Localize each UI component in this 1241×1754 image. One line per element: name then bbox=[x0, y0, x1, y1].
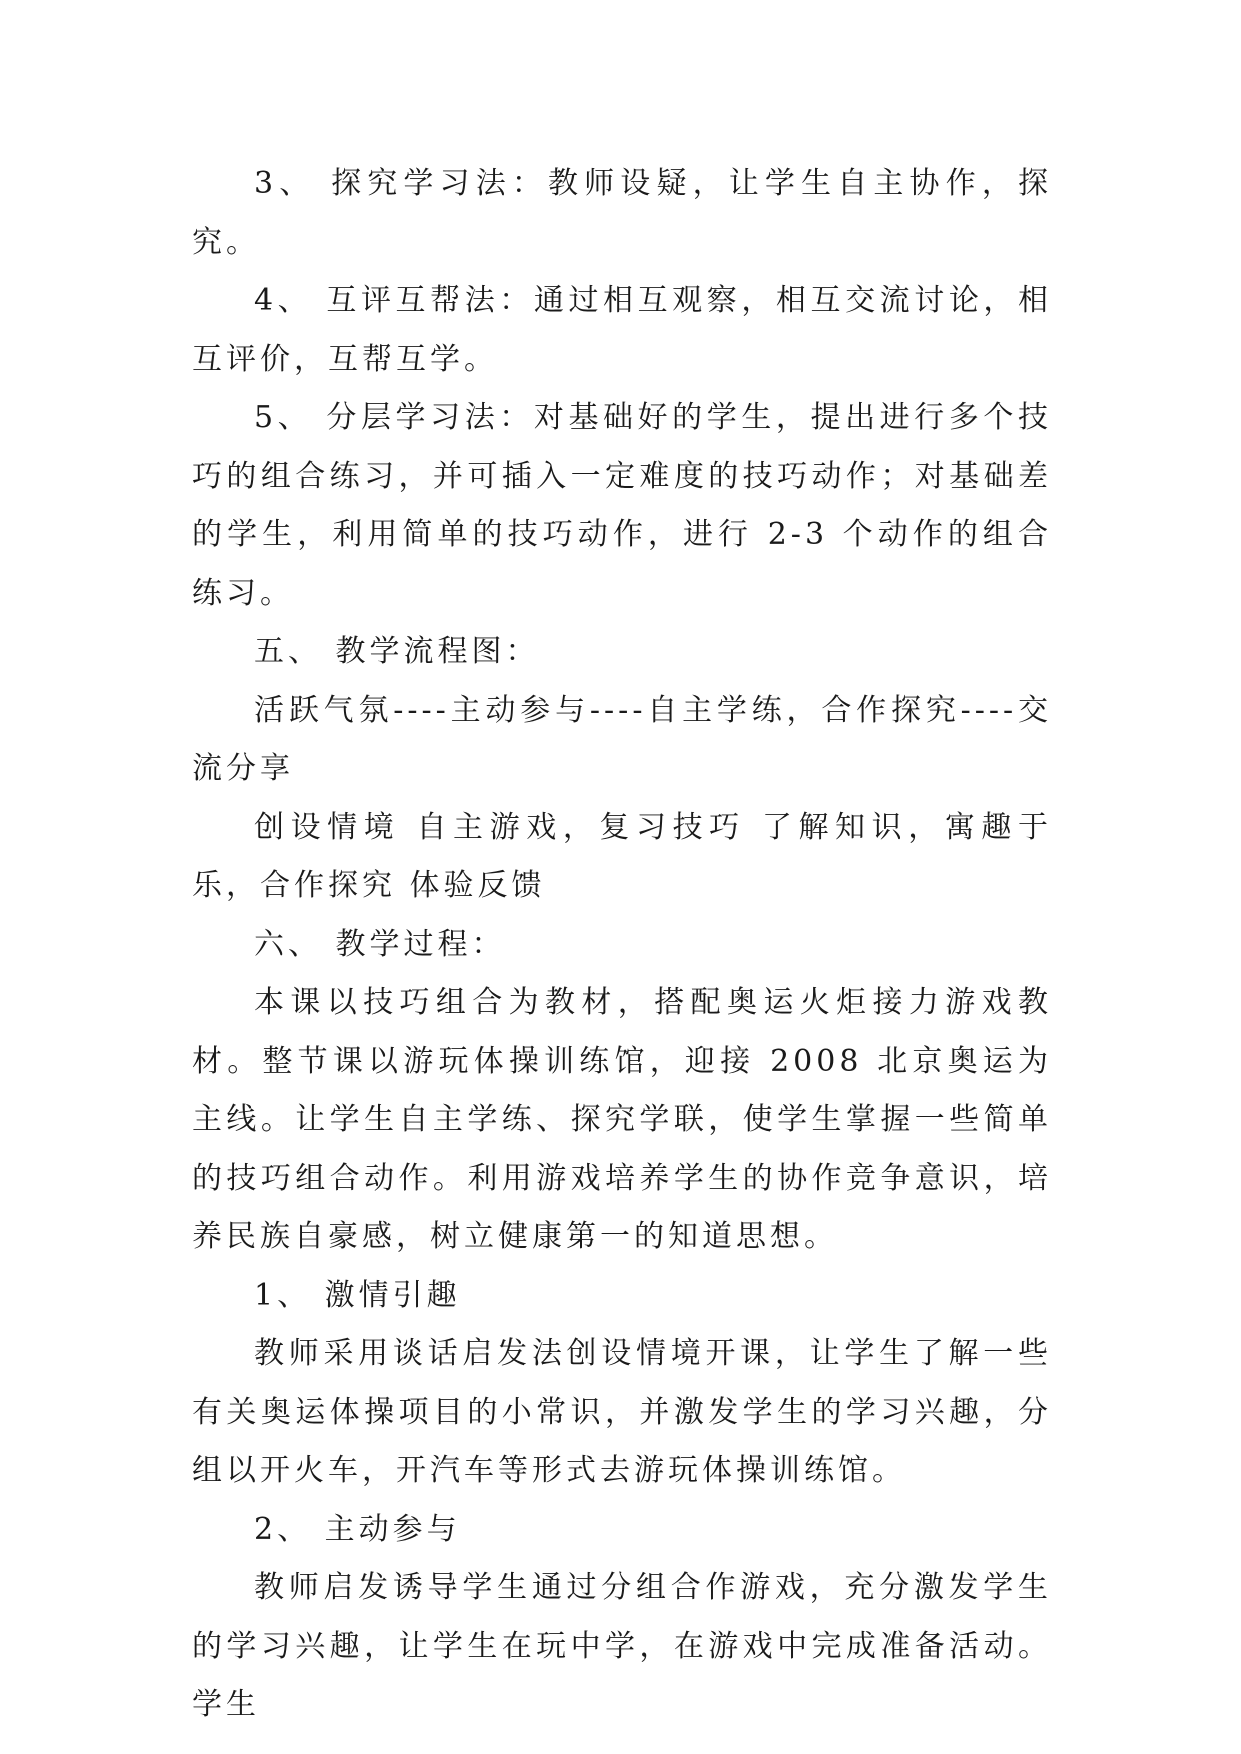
paragraph-method-4: 4、 互评互帮法：通过相互观察，相互交流讨论，相互评价，互帮互学。 bbox=[192, 283, 1052, 377]
paragraph-flow-steps: 活跃气氛----主动参与----自主学练，合作探究----交流分享 bbox=[192, 692, 1052, 786]
paragraph-method-5: 5、 分层学习法：对基础好的学生，提出进行多个技巧的组合练习，并可插入一定难度的技巧动作；对基础差的学生，利用简单的技巧动作，进行 2-3 个动作的组合练习。 bbox=[192, 400, 1052, 611]
paragraph-method-3: 3、 探究学习法：教师设疑，让学生自主协作，探究。 bbox=[192, 166, 1052, 260]
section-heading-flowchart: 五、 教学流程图： bbox=[254, 634, 540, 669]
paragraph-process-intro: 本课以技巧组合为教材，搭配奥运火炬接力游戏教材。整节课以游玩体操训练馆，迎接 2008 北京奥运为主线。让学生自主学练、探究学联，使学生掌握一些简单的技巧组合动作。利用游戏培养学生的协作竞争意识，培养民族自豪感，树立健康第一的知道思想。 bbox=[192, 985, 1052, 1254]
document-page bbox=[192, 155, 1052, 1735]
paragraph-flow-details: 创设情境 自主游戏，复习技巧 了解知识，寓趣于乐，合作探究 体验反馈 bbox=[192, 809, 1052, 903]
subheading-step-2: 2、 主动参与 bbox=[254, 1511, 461, 1547]
paragraph-step-2: 教师启发诱导学生通过分组合作游戏，充分激发学生的学习兴趣，让学生在玩中学，在游戏中完成准备活动。学生 bbox=[192, 1570, 1052, 1722]
paragraph-step-1: 教师采用谈话启发法创设情境开课，让学生了解一些有关奥运体操项目的小常识，并激发学生的学习兴趣，分组以开火车，开汽车等形式去游玩体操训练馆。 bbox=[192, 1336, 1052, 1488]
subheading-step-1: 1、 激情引趣 bbox=[254, 1277, 461, 1313]
section-heading-process: 六、 教学过程： bbox=[254, 926, 506, 962]
